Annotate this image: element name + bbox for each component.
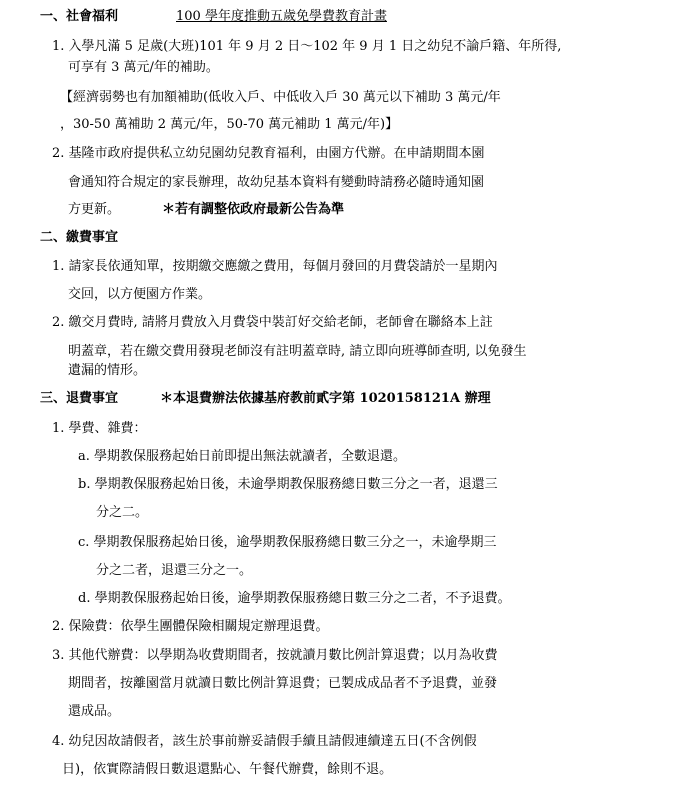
s1-item2-note: ＊若有調整依政府最新公告為準 bbox=[162, 202, 345, 217]
s3-item3-line1: 3. 其他代辦費：以學期為收費期間者，按就讀月數比例計算退費；以月為收費 bbox=[52, 648, 498, 663]
s2-item2-line1: 2. 繳交月費時, 請將月費放入月費袋中裝訂好交給老師，老師會在聯絡本上註 bbox=[52, 315, 493, 330]
s1-note-line1: 【經濟弱勢也有加額補助(低收入戶、中低收入戶 30 萬元以下補助 3 萬元/年 bbox=[60, 90, 501, 105]
s1-item2-line1: 2. 基隆市政府提供私立幼兒園幼兒教育福利，由園方代辦。在申請期間本園 bbox=[52, 146, 485, 161]
s3-item4-line2: 日)，依實際請假日數退還點心、午餐代辦費，餘則不退。 bbox=[62, 762, 393, 777]
s2-item2-line3: 遺漏的情形。 bbox=[68, 363, 147, 378]
section2-heading: 二、繳費事宜 bbox=[40, 230, 119, 245]
s3-item1-d: d. 學期教保服務起始日後，逾學期教保服務總日數三分之二者，不予退費。 bbox=[78, 591, 511, 606]
s3-item1-b-line2: 分之二。 bbox=[96, 505, 149, 520]
s1-item2-line3: 方更新。 bbox=[68, 202, 121, 217]
s3-item2: 2. 保險費：依學生團體保險相關規定辦理退費。 bbox=[52, 619, 329, 634]
s3-item1-c-line2: 分之二者，退還三分之一。 bbox=[96, 563, 253, 578]
s3-item4-line1: 4. 幼兒因故請假者，該生於事前辦妥請假手續且請假連續達五日(不含例假 bbox=[52, 734, 477, 749]
s3-item1-b-line1: b. 學期教保服務起始日後，未逾學期教保服務總日數三分之一者，退還三 bbox=[78, 477, 498, 492]
s3-item1-c-line1: c. 學期教保服務起始日後，逾學期教保服務總日數三分之一，未逾學期三 bbox=[78, 535, 497, 550]
s3-item3-line2: 期間者，按離園當月就讀日數比例計算退費；已製成成品者不予退費，並發 bbox=[68, 676, 498, 691]
s2-item1-line2: 交回，以方便園方作業。 bbox=[68, 287, 212, 302]
s1-item1-line2: 可享有 3 萬元/年的補助。 bbox=[68, 60, 219, 75]
s1-item1-line1: 1. 入學凡滿 5 足歲(大班)101 年 9 月 2 日～102 年 9 月 1 日之幼兒不論戶籍、年所得, bbox=[52, 39, 562, 54]
s3-item1-a: a. 學期教保服務起始日前即提出無法就讀者，全數退還。 bbox=[78, 449, 407, 464]
s3-item1: 1. 學費、雜費： bbox=[52, 421, 147, 436]
s2-item2-line2: 明蓋章，若在繳交費用發現老師沒有註明蓋章時, 請立即向班導師查明, 以免發生 bbox=[68, 344, 527, 359]
s1-note-line2: ，30-50 萬補助 2 萬元/年，50-70 萬元補助 1 萬元/年)】 bbox=[60, 117, 399, 132]
section1-heading: 一、社會福利 bbox=[40, 9, 119, 24]
plan-title: 100 學年度推動五歲免學費教育計畫 bbox=[176, 9, 387, 24]
s2-item1-line1: 1. 請家長依通知單，按期繳交應繳之費用，每個月發回的月費袋請於一星期內 bbox=[52, 259, 498, 274]
s1-item2-line2: 會通知符合規定的家長辦理，故幼兒基本資料有變動時請務必隨時通知園 bbox=[68, 175, 485, 190]
s3-item3-line3: 還成品。 bbox=[68, 704, 121, 719]
section3-heading: 三、退費事宜 bbox=[40, 391, 119, 406]
s3-heading-note: ＊本退費辦法依據基府教前貳字第 1020158121A 辦理 bbox=[160, 391, 491, 406]
